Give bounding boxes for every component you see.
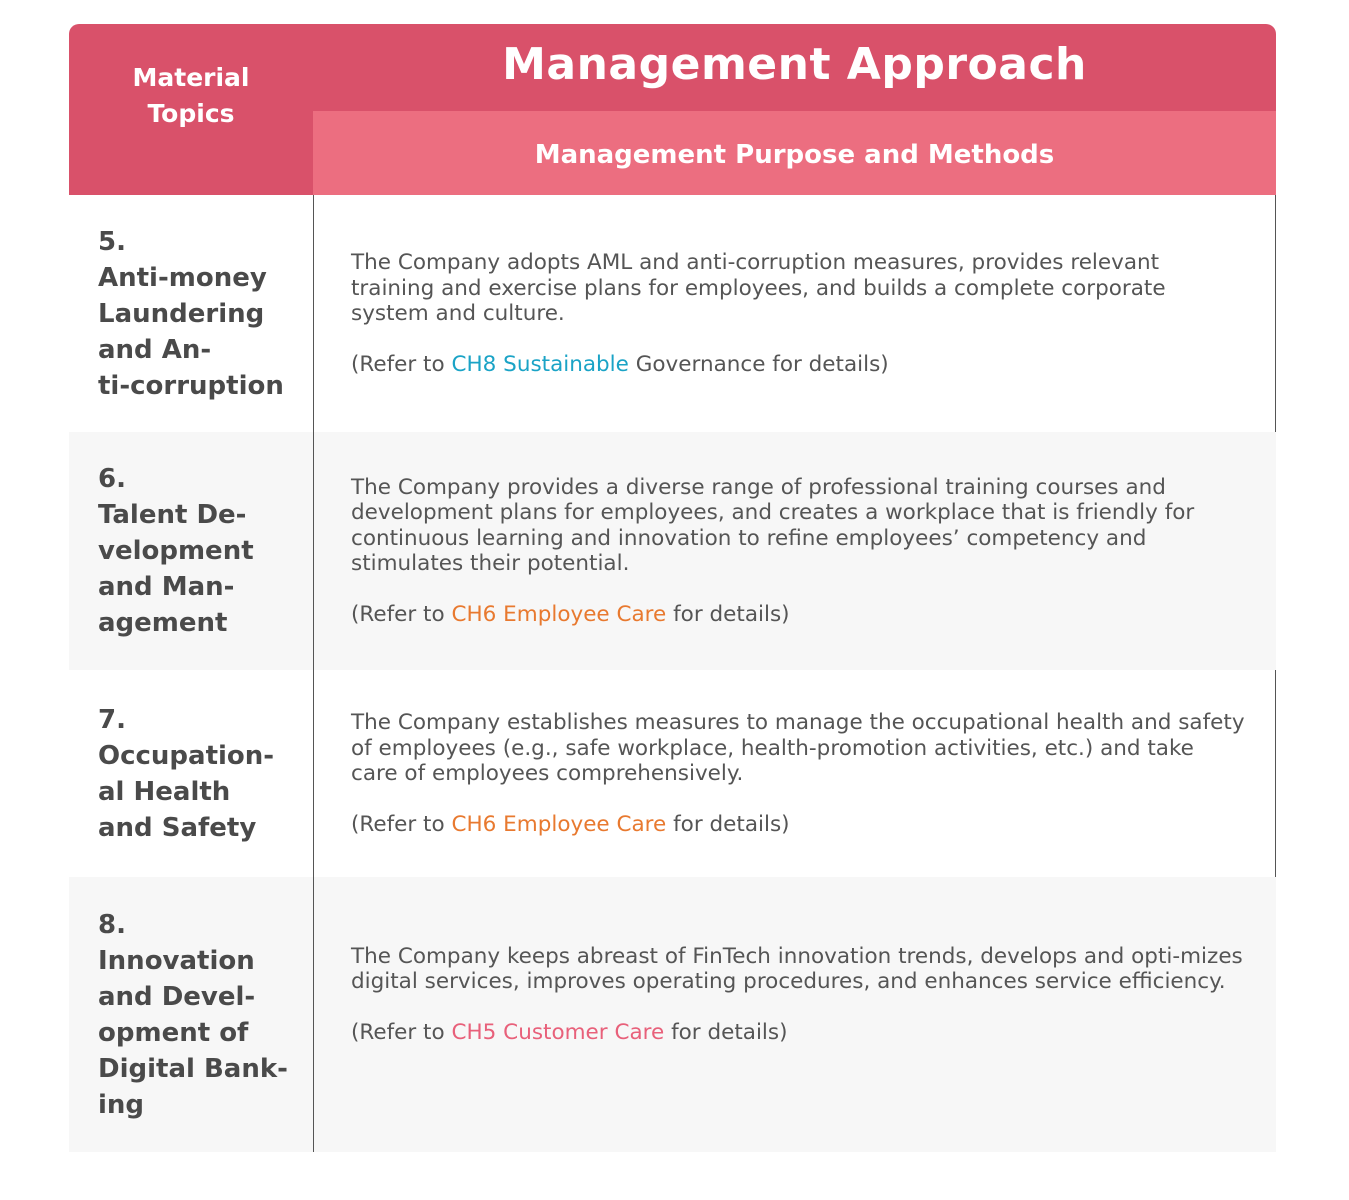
header-management-approach: Management Approach: [502, 39, 1087, 90]
topic-title-line: opment of: [98, 1017, 249, 1048]
reference-note: (Refer to CH6 Employee Care for details): [351, 601, 790, 627]
topic-title-line: and Man-: [98, 572, 235, 602]
topic-title-line: and Devel-: [98, 981, 256, 1012]
description-text: The Company provides a diverse range of professional training courses and development plans for employees, and creates a workplace that is friendly for continuous learning and innovation to refine employees’ competency and stimulates their potential.: [351, 474, 1195, 577]
topic-title-line: and Safety: [98, 812, 257, 843]
topic-number: 8.: [98, 909, 126, 940]
topic-title-line: Laundering: [98, 298, 265, 329]
topic-number: 5.: [98, 226, 126, 257]
topic-number: 7.: [98, 704, 126, 735]
description-text: The Company establishes measures to manage the occupational health and safety of employees (e.g., safe workplace, health-promotion activities, etc.) and take care of employees comprehensively.: [351, 710, 1245, 786]
description-cell: [313, 670, 1276, 877]
chapter-link[interactable]: CH8 Sustainable: [451, 351, 629, 377]
topic-cell: [69, 432, 313, 670]
material-topics-table: [69, 24, 1276, 1152]
table-row: [69, 670, 1276, 877]
reference-note: (Refer to CH8 Sustainable Governance for details): [351, 351, 889, 377]
table-row: [69, 877, 1276, 1152]
chapter-link[interactable]: CH6 Employee Care: [451, 811, 667, 837]
reference-note: (Refer to CH6 Employee Care for details): [351, 811, 790, 837]
header-management-purpose: Management Purpose and Methods: [313, 111, 1276, 195]
topic-title-line: Occupation-: [98, 740, 275, 771]
description-cell: [313, 432, 1276, 670]
topic-title-line: velopment: [98, 536, 254, 566]
topic-title-line: Talent De-: [98, 500, 247, 530]
topic-title-line: ing: [98, 1089, 145, 1120]
topic-title-line: Anti-money: [98, 262, 267, 293]
header-material-topics: Material Topics: [132, 62, 250, 128]
topic-number: 6.: [98, 464, 126, 494]
chapter-link[interactable]: CH5 Customer Care: [451, 1019, 665, 1045]
description-cell: [313, 195, 1276, 432]
reference-note: (Refer to CH5 Customer Care for details): [351, 1019, 788, 1045]
topic-title-line: al Health: [98, 776, 231, 807]
topic-cell: [69, 877, 313, 1152]
topic-title-line: agement: [98, 608, 228, 638]
description-text: The Company keeps abreast of FinTech innovation trends, develops and opti-mizes digital services, improves operating procedures, and enhances service efficiency.: [351, 943, 1243, 995]
chapter-link[interactable]: CH6 Employee Care: [451, 601, 667, 627]
topic-cell: [69, 195, 313, 432]
topic-title-line: Digital Bank-: [98, 1053, 288, 1084]
topic-title-line: Innovation: [98, 945, 255, 976]
description-cell: [313, 877, 1276, 1152]
table-header: [69, 24, 1276, 195]
topic-title-line: ti-corruption: [98, 370, 284, 401]
topic-cell: [69, 670, 313, 877]
description-text: The Company adopts AML and anti-corruption measures, provides relevant training and exercise plans for employees, and builds a complete corporate system and culture.: [351, 250, 1166, 326]
table-row: [69, 195, 1276, 432]
topic-title-line: and An-: [98, 334, 212, 365]
table-row: [69, 432, 1276, 670]
